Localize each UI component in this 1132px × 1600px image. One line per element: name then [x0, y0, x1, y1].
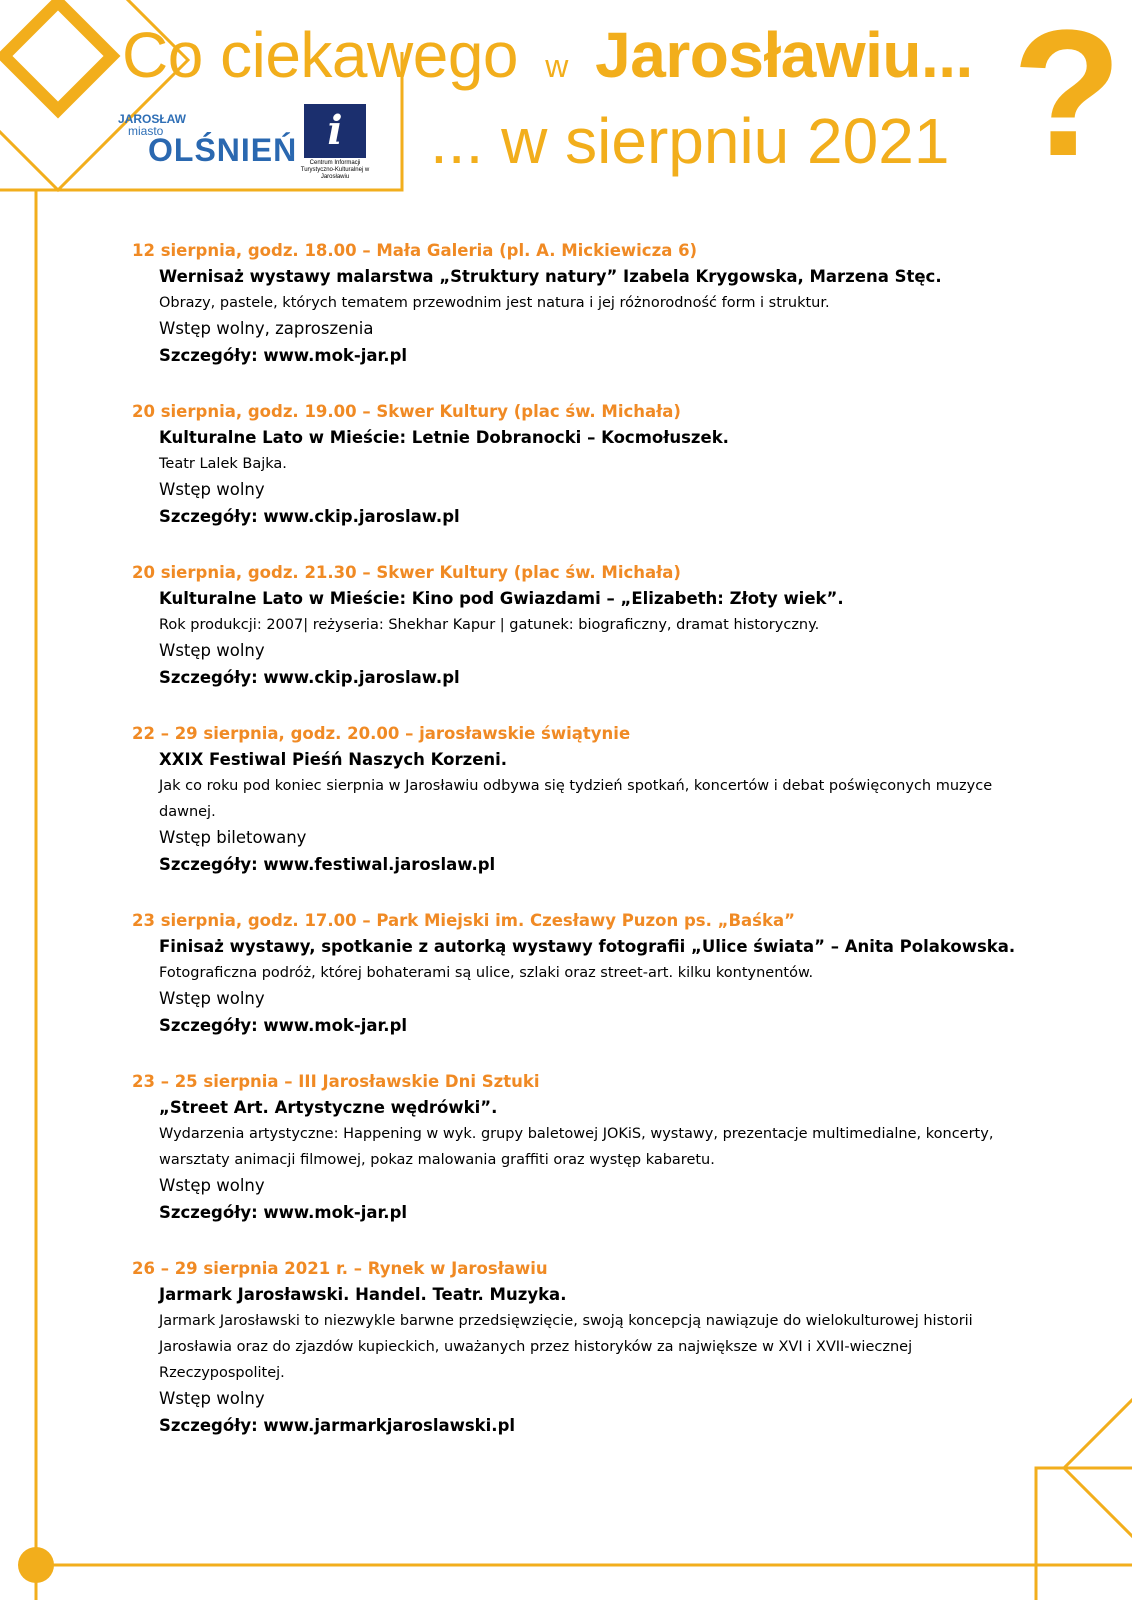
event-description: Jak co roku pod koniec sierpnia w Jarosławiu odbywa się tydzień spotkań, koncertów i debat poświęconych muzyce dawnej.: [159, 778, 993, 820]
event-description: Teatr Lalek Bajka.: [159, 456, 287, 472]
event-description: Fotograficzna podróż, której bohaterami są ulice, szlaki oraz street-art. kilku kontynentów.: [159, 965, 814, 981]
event-heading: 26 – 29 sierpnia 2021 r. – Rynek w Jarosławiu: [132, 1259, 548, 1278]
city-logo: [118, 110, 298, 178]
event-entry: Wstęp wolny: [159, 480, 265, 499]
info-icon: i: [304, 104, 366, 158]
event-heading: 22 – 29 sierpnia, godz. 20.00 – jarosławskie świątynie: [132, 724, 631, 743]
title-part-1: Co ciekawego: [122, 19, 518, 91]
event-item: [132, 908, 1032, 1040]
event-title: Wernisaż wystawy malarstwa „Struktury natury” Izabela Krygowska, Marzena Stęc.: [159, 267, 942, 286]
city-logo-mid: miasto: [128, 124, 164, 138]
page-subtitle: ... w sierpniu 2021: [430, 105, 950, 177]
event-heading: 12 sierpnia, godz. 18.00 – Mała Galeria (pl. A. Mickiewicza 6): [132, 241, 698, 260]
event-title: Finisaż wystawy, spotkanie z autorką wystawy fotografii „Ulice świata” – Anita Polakowska.: [159, 937, 1016, 956]
event-item: [132, 238, 1032, 370]
city-logo-main: OLŚNIEŃ: [148, 132, 298, 168]
city-logo-top: JAROSŁAW: [118, 112, 187, 126]
event-description: Jarmark Jarosławski to niezwykle barwne przedsięwzięcie, swoją koncepcją nawiązuje do wielokulturowej historii Jarosławia oraz do zjazdów kupieckich, uważanych przez historyków za największe w XVI i XVII-wiecznej Rzeczypospolitej.: [159, 1313, 973, 1381]
event-heading: 20 sierpnia, godz. 19.00 – Skwer Kultury (plac św. Michała): [132, 402, 681, 421]
event-description: Wydarzenia artystyczne: Happening w wyk. grupy baletowej JOKiS, wystawy, prezentacje multimedialne, koncerty, warsztaty animacji filmowej, pokaz malowania graffiti oraz występ kabaretu.: [159, 1126, 994, 1168]
event-title: XXIX Festiwal Pieśń Naszych Korzeni.: [159, 750, 508, 769]
event-item: [132, 1069, 1032, 1227]
title-city: Jarosławiu...: [595, 19, 973, 91]
event-details-link[interactable]: Szczegóły: www.festiwal.jaroslaw.pl: [159, 855, 496, 874]
event-heading: 23 sierpnia, godz. 17.00 – Park Miejski im. Czesławy Puzon ps. „Baśka”: [132, 911, 795, 930]
event-entry: Wstęp biletowany: [159, 828, 307, 847]
event-description: Obrazy, pastele, których tematem przewodnim jest natura i jej różnorodność form i struktur.: [159, 295, 830, 311]
event-entry: Wstęp wolny: [159, 989, 265, 1008]
event-details-link[interactable]: Szczegóły: www.ckip.jaroslaw.pl: [159, 668, 460, 687]
event-details-link[interactable]: Szczegóły: www.mok-jar.pl: [159, 1016, 408, 1035]
event-item: [132, 721, 1032, 879]
event-entry: Wstęp wolny, zaproszenia: [159, 319, 374, 338]
event-details-link[interactable]: Szczegóły: www.mok-jar.pl: [159, 346, 408, 365]
event-item: [132, 1256, 1032, 1440]
event-title: Jarmark Jarosławski. Handel. Teatr. Muzyka.: [159, 1285, 567, 1304]
event-details-link[interactable]: Szczegóły: www.mok-jar.pl: [159, 1203, 408, 1222]
page-title: [122, 18, 973, 92]
event-description: Rok produkcji: 2007| reżyseria: Shekhar Kapur | gatunek: biograficzny, dramat historyczny.: [159, 617, 820, 633]
event-title: Kulturalne Lato w Mieście: Letnie Dobranocki – Kocmołuszek.: [159, 428, 729, 447]
info-centre-logo: [300, 104, 370, 180]
event-list: [132, 238, 1032, 1469]
event-item: [132, 560, 1032, 692]
event-entry: Wstęp wolny: [159, 1389, 265, 1408]
info-centre-caption: Centrum Informacji Turystyczno-Kulturalnej w Jarosławiu: [300, 160, 370, 180]
event-title: „Street Art. Artystyczne wędrówki”.: [159, 1098, 498, 1117]
event-entry: Wstęp wolny: [159, 641, 265, 660]
event-heading: 23 – 25 sierpnia – III Jarosławskie Dni Sztuki: [132, 1072, 540, 1091]
event-heading: 20 sierpnia, godz. 21.30 – Skwer Kultury (plac św. Michała): [132, 563, 681, 582]
question-mark-decoration: ?: [1012, 0, 1122, 194]
event-title: Kulturalne Lato w Mieście: Kino pod Gwiazdami – „Elizabeth: Złoty wiek”.: [159, 589, 844, 608]
event-item: [132, 399, 1032, 531]
event-details-link[interactable]: Szczegóły: www.jarmarkjaroslawski.pl: [159, 1416, 516, 1435]
event-entry: Wstęp wolny: [159, 1176, 265, 1195]
title-small-word: w: [545, 48, 568, 84]
event-details-link[interactable]: Szczegóły: www.ckip.jaroslaw.pl: [159, 507, 460, 526]
